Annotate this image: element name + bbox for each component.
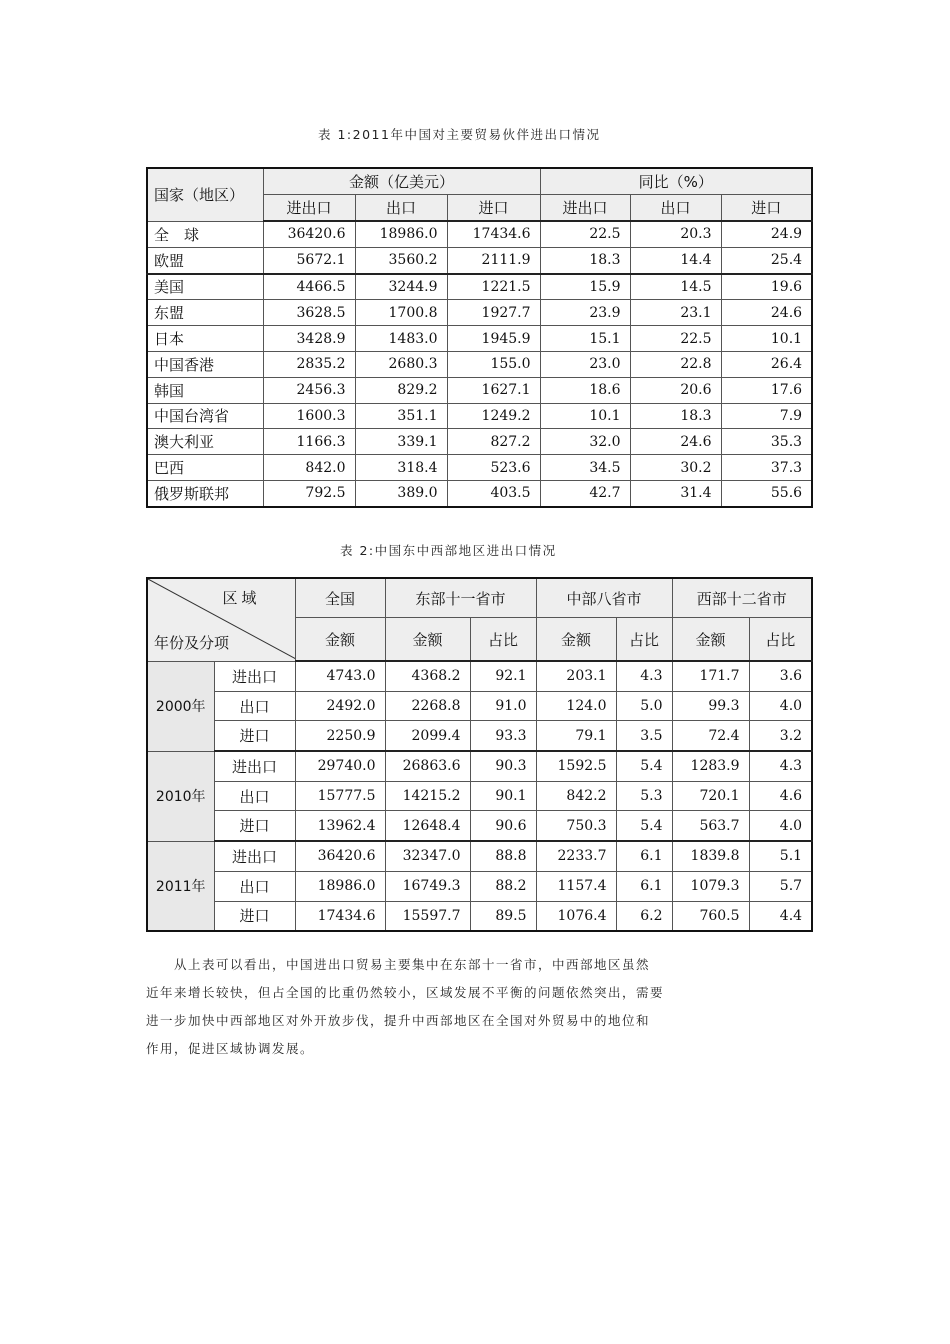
table-row	[147, 403, 812, 429]
value-cell: 750.3	[536, 811, 616, 841]
value-cell: 2456.3	[263, 377, 355, 403]
value-cell: 1249.2	[447, 403, 540, 429]
value-cell: 36420.6	[263, 221, 355, 247]
value-cell: 4466.5	[263, 274, 355, 300]
value-cell: 842.0	[263, 455, 355, 481]
value-cell: 99.3	[672, 691, 749, 721]
value-cell: 3628.5	[263, 300, 355, 326]
value-cell: 29740.0	[295, 751, 385, 781]
value-cell: 23.0	[540, 351, 630, 377]
value-cell: 36420.6	[295, 841, 385, 871]
share-header: 占比	[470, 618, 536, 662]
table-row	[147, 751, 812, 781]
value-cell: 89.5	[470, 901, 536, 931]
item-cell: 进出口	[214, 751, 295, 781]
value-cell: 3.5	[616, 721, 672, 751]
table-row	[147, 221, 812, 247]
sub-header: 出口	[355, 195, 447, 222]
item-cell: 进口	[214, 721, 295, 751]
value-cell: 24.6	[630, 429, 721, 455]
share-header: 占比	[749, 618, 812, 662]
value-cell: 25.4	[721, 247, 812, 273]
value-cell: 18.3	[540, 247, 630, 273]
value-cell: 20.3	[630, 221, 721, 247]
value-cell: 15777.5	[295, 781, 385, 811]
year-cell: 2000年	[147, 661, 214, 751]
item-cell: 进口	[214, 901, 295, 931]
value-cell: 4.3	[749, 751, 812, 781]
sub-header: 进口	[721, 195, 812, 222]
amount-header: 金额	[672, 618, 749, 662]
table-row	[147, 811, 812, 841]
value-cell: 2268.8	[385, 691, 470, 721]
value-cell: 2111.9	[447, 247, 540, 273]
table-row	[147, 871, 812, 901]
value-cell: 91.0	[470, 691, 536, 721]
value-cell: 10.1	[721, 326, 812, 352]
value-cell: 17434.6	[295, 901, 385, 931]
country-cell: 澳大利亚	[147, 429, 263, 455]
value-cell: 37.3	[721, 455, 812, 481]
value-cell: 5.3	[616, 781, 672, 811]
table-row	[147, 901, 812, 931]
value-cell: 32.0	[540, 429, 630, 455]
value-cell: 10.1	[540, 403, 630, 429]
amount-header: 金额	[536, 618, 616, 662]
corner-year-label: 年份及分项	[154, 633, 230, 652]
value-cell: 20.6	[630, 377, 721, 403]
value-cell: 93.3	[470, 721, 536, 751]
value-cell: 7.9	[721, 403, 812, 429]
value-cell: 2099.4	[385, 721, 470, 751]
value-cell: 88.2	[470, 871, 536, 901]
value-cell: 26863.6	[385, 751, 470, 781]
value-cell: 842.2	[536, 781, 616, 811]
value-cell: 13962.4	[295, 811, 385, 841]
sub-header: 进口	[447, 195, 540, 222]
table-row	[147, 781, 812, 811]
value-cell: 34.5	[540, 455, 630, 481]
region-header: 中部八省市	[536, 578, 672, 618]
value-cell: 18986.0	[355, 221, 447, 247]
value-cell: 1627.1	[447, 377, 540, 403]
value-cell: 389.0	[355, 480, 447, 506]
value-cell: 18.6	[540, 377, 630, 403]
value-cell: 90.6	[470, 811, 536, 841]
value-cell: 4.4	[749, 901, 812, 931]
value-cell: 1079.3	[672, 871, 749, 901]
country-cell: 中国台湾省	[147, 403, 263, 429]
value-cell: 2233.7	[536, 841, 616, 871]
value-cell: 2680.3	[355, 351, 447, 377]
item-cell: 进出口	[214, 841, 295, 871]
value-cell: 92.1	[470, 661, 536, 691]
value-cell: 24.6	[721, 300, 812, 326]
region-header: 西部十二省市	[672, 578, 812, 618]
value-cell: 79.1	[536, 721, 616, 751]
body-paragraph-line: 从上表可以看出，中国进出口贸易主要集中在东部十一省市，中西部地区虽然	[146, 957, 651, 972]
year-cell: 2010年	[147, 751, 214, 841]
value-cell: 5672.1	[263, 247, 355, 273]
value-cell: 1283.9	[672, 751, 749, 781]
country-cell: 全 球	[147, 221, 263, 247]
value-cell: 1221.5	[447, 274, 540, 300]
value-cell: 4.6	[749, 781, 812, 811]
value-cell: 5.4	[616, 751, 672, 781]
value-cell: 1600.3	[263, 403, 355, 429]
value-cell: 22.5	[540, 221, 630, 247]
header-yoy: 同比（%）	[540, 168, 812, 195]
value-cell: 31.4	[630, 480, 721, 506]
value-cell: 19.6	[721, 274, 812, 300]
value-cell: 3560.2	[355, 247, 447, 273]
value-cell: 35.3	[721, 429, 812, 455]
country-cell: 日本	[147, 326, 263, 352]
corner-header	[147, 578, 295, 661]
value-cell: 1945.9	[447, 326, 540, 352]
value-cell: 5.7	[749, 871, 812, 901]
country-cell: 东盟	[147, 300, 263, 326]
body-paragraph-line: 作用，促进区域协调发展。	[146, 1041, 315, 1056]
table-row	[147, 841, 812, 871]
value-cell: 339.1	[355, 429, 447, 455]
value-cell: 88.8	[470, 841, 536, 871]
value-cell: 6.1	[616, 841, 672, 871]
value-cell: 14.4	[630, 247, 721, 273]
value-cell: 6.2	[616, 901, 672, 931]
country-cell: 中国香港	[147, 351, 263, 377]
value-cell: 4.0	[749, 811, 812, 841]
table-row	[147, 455, 812, 481]
body-paragraph-line: 进一步加快中西部地区对外开放步伐，提升中西部地区在全国对外贸易中的地位和	[146, 1013, 651, 1028]
value-cell: 72.4	[672, 721, 749, 751]
value-cell: 4.3	[616, 661, 672, 691]
value-cell: 15597.7	[385, 901, 470, 931]
table-row	[147, 274, 812, 300]
value-cell: 18.3	[630, 403, 721, 429]
value-cell: 1839.8	[672, 841, 749, 871]
value-cell: 26.4	[721, 351, 812, 377]
item-cell: 出口	[214, 781, 295, 811]
value-cell: 1592.5	[536, 751, 616, 781]
value-cell: 523.6	[447, 455, 540, 481]
regional-trade-table	[146, 577, 813, 932]
country-cell: 巴西	[147, 455, 263, 481]
amount-header: 金额	[385, 618, 470, 662]
value-cell: 2835.2	[263, 351, 355, 377]
amount-header: 金额	[295, 618, 385, 662]
value-cell: 829.2	[355, 377, 447, 403]
table-row	[147, 247, 812, 273]
value-cell: 3.2	[749, 721, 812, 751]
header-country: 国家（地区）	[147, 168, 263, 221]
value-cell: 15.1	[540, 326, 630, 352]
country-cell: 俄罗斯联邦	[147, 480, 263, 506]
value-cell: 1076.4	[536, 901, 616, 931]
country-cell: 美国	[147, 274, 263, 300]
value-cell: 14215.2	[385, 781, 470, 811]
value-cell: 1166.3	[263, 429, 355, 455]
value-cell: 55.6	[721, 480, 812, 506]
value-cell: 4.0	[749, 691, 812, 721]
value-cell: 23.1	[630, 300, 721, 326]
value-cell: 3428.9	[263, 326, 355, 352]
value-cell: 351.1	[355, 403, 447, 429]
value-cell: 22.8	[630, 351, 721, 377]
value-cell: 14.5	[630, 274, 721, 300]
value-cell: 3244.9	[355, 274, 447, 300]
trade-partners-table	[146, 167, 813, 508]
item-cell: 进口	[214, 811, 295, 841]
value-cell: 2492.0	[295, 691, 385, 721]
value-cell: 171.7	[672, 661, 749, 691]
table-row	[147, 429, 812, 455]
value-cell: 6.1	[616, 871, 672, 901]
table2-caption: 表 2:中国东中西部地区进出口情况	[340, 543, 557, 558]
value-cell: 720.1	[672, 781, 749, 811]
sub-header: 进出口	[263, 195, 355, 222]
value-cell: 1700.8	[355, 300, 447, 326]
body-paragraph-line: 近年来增长较快，但占全国的比重仍然较小，区域发展不平衡的问题依然突出，需要	[146, 985, 665, 1000]
value-cell: 124.0	[536, 691, 616, 721]
value-cell: 90.1	[470, 781, 536, 811]
table-row	[147, 300, 812, 326]
region-header: 东部十一省市	[385, 578, 536, 618]
table-row	[147, 480, 812, 506]
value-cell: 18986.0	[295, 871, 385, 901]
region-header: 全国	[295, 578, 385, 618]
value-cell: 760.5	[672, 901, 749, 931]
value-cell: 16749.3	[385, 871, 470, 901]
value-cell: 5.1	[749, 841, 812, 871]
item-cell: 进出口	[214, 661, 295, 691]
value-cell: 22.5	[630, 326, 721, 352]
value-cell: 203.1	[536, 661, 616, 691]
value-cell: 17434.6	[447, 221, 540, 247]
value-cell: 90.3	[470, 751, 536, 781]
country-cell: 韩国	[147, 377, 263, 403]
value-cell: 15.9	[540, 274, 630, 300]
value-cell: 155.0	[447, 351, 540, 377]
table-row	[147, 691, 812, 721]
header-amount: 金额（亿美元）	[263, 168, 540, 195]
value-cell: 4368.2	[385, 661, 470, 691]
value-cell: 1927.7	[447, 300, 540, 326]
item-cell: 出口	[214, 691, 295, 721]
value-cell: 792.5	[263, 480, 355, 506]
sub-header: 进出口	[540, 195, 630, 222]
value-cell: 17.6	[721, 377, 812, 403]
value-cell: 827.2	[447, 429, 540, 455]
value-cell: 5.0	[616, 691, 672, 721]
value-cell: 24.9	[721, 221, 812, 247]
value-cell: 30.2	[630, 455, 721, 481]
value-cell: 32347.0	[385, 841, 470, 871]
value-cell: 563.7	[672, 811, 749, 841]
table-row	[147, 721, 812, 751]
value-cell: 1483.0	[355, 326, 447, 352]
country-cell: 欧盟	[147, 247, 263, 273]
table1-caption: 表 1:2011年中国对主要贸易伙伴进出口情况	[318, 127, 601, 142]
item-cell: 出口	[214, 871, 295, 901]
sub-header: 出口	[630, 195, 721, 222]
share-header: 占比	[616, 618, 672, 662]
value-cell: 23.9	[540, 300, 630, 326]
table-row	[147, 661, 812, 691]
table-row	[147, 377, 812, 403]
value-cell: 42.7	[540, 480, 630, 506]
value-cell: 3.6	[749, 661, 812, 691]
table-row	[147, 326, 812, 352]
value-cell: 4743.0	[295, 661, 385, 691]
value-cell: 1157.4	[536, 871, 616, 901]
value-cell: 12648.4	[385, 811, 470, 841]
value-cell: 5.4	[616, 811, 672, 841]
value-cell: 403.5	[447, 480, 540, 506]
corner-region-label: 区域	[222, 589, 261, 607]
table-row	[147, 351, 812, 377]
value-cell: 318.4	[355, 455, 447, 481]
year-cell: 2011年	[147, 841, 214, 931]
value-cell: 2250.9	[295, 721, 385, 751]
